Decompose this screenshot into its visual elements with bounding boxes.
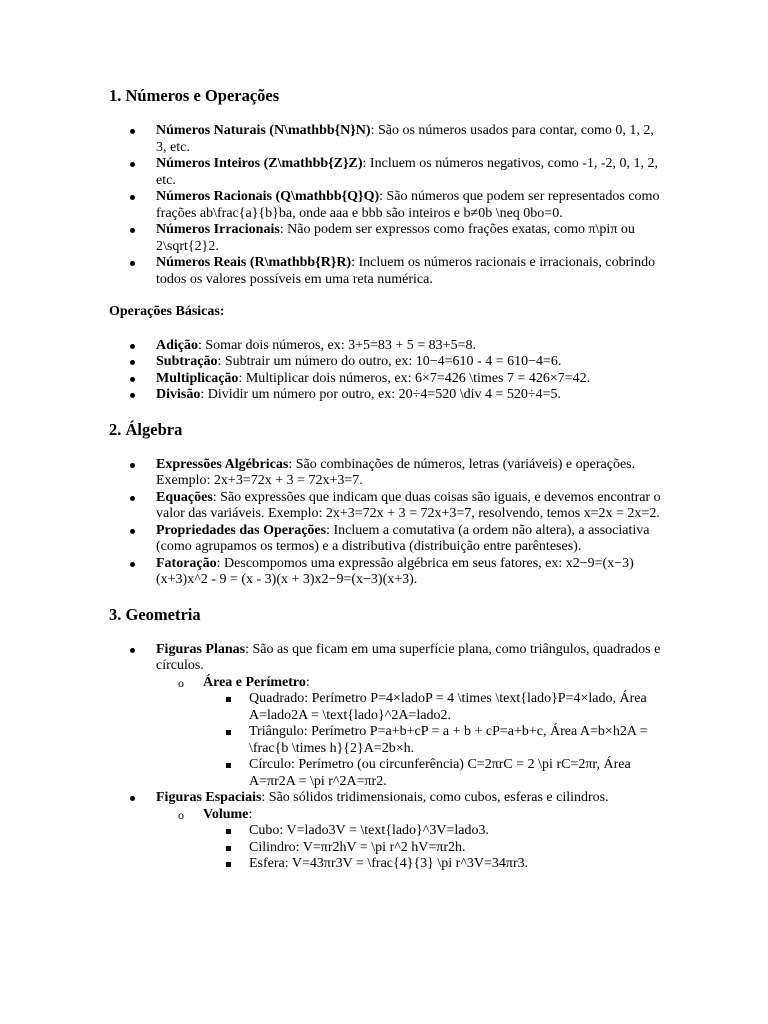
list-item — [109, 523, 665, 556]
formula-text: Cilindro: V=πr2hV = \pi r^2 hV=πr2h. — [249, 839, 466, 855]
list-item — [109, 222, 665, 255]
bullet-icon — [130, 162, 135, 167]
bullet-icon — [130, 562, 135, 567]
list-item — [109, 255, 665, 288]
item-text: : Descompomos uma expressão algébrica em seus fatores, ex: x2−9=(x−3)(x+3)x^2 - 9 = (x - 3)(x + 3)x2−9=(x−3)(x+3). — [156, 555, 634, 587]
square-bullet-icon — [226, 862, 231, 867]
formula-text: Esfera: V=43πr3V = \frac{4}{3} \pi r^3V=34πr3. — [249, 856, 529, 871]
bullet-icon — [130, 129, 135, 134]
bullet-icon — [130, 228, 135, 233]
item-term: Números Racionais (Q\mathbb{Q}Q) — [156, 189, 380, 204]
sublist-item — [156, 807, 665, 873]
list-item — [109, 189, 665, 222]
algebra-list — [109, 457, 665, 589]
item-text: : Incluem os números negativos, como -1, -2, 0, 1, 2, etc. — [156, 156, 659, 188]
item-text: : São números que podem ser representados como frações ab\frac{a}{b}ba, onde aaa e bbb são inteiros e b≠0b \neq 0bo=0. — [156, 189, 660, 221]
item-term: Expressões Algébricas — [156, 456, 289, 472]
formula-text: Cubo: V=lado3V = \text{lado}^3V=lado3. — [249, 823, 489, 838]
basic-operations-list — [109, 338, 665, 404]
sublist — [156, 675, 665, 791]
formula-item — [203, 724, 665, 757]
subitem-suffix: : — [305, 674, 310, 690]
section-3-heading: 3. Geometria — [109, 604, 201, 624]
section-2-heading: 2. Álgebra — [109, 419, 183, 439]
bullet-icon — [130, 796, 135, 801]
list-item — [109, 354, 665, 371]
basic-operations-subheading: Operações Básicas: — [109, 304, 225, 319]
subitem-suffix: : — [248, 806, 253, 822]
item-text: : São as que ficam em uma superfície plana, como triângulos, quadrados e círculos. — [156, 641, 661, 673]
square-bullet-icon — [226, 730, 231, 735]
bullet-icon — [130, 377, 135, 382]
item-term: Fatoração — [156, 555, 217, 571]
document-content — [109, 86, 665, 873]
item-term: Números Reais (R\mathbb{R}R) — [156, 255, 352, 270]
square-bullet-icon — [226, 697, 231, 702]
item-text: : São expressões que indicam que duas coisas são iguais, e devemos encontrar o valor das variáveis. Exemplo: 2x+3=72x + 3 = 72x+3=7, resolvendo, temos x=2x = 2x=2. — [156, 489, 661, 521]
bullet-icon — [130, 496, 135, 501]
subitem-term: Área e Perímetro — [203, 674, 306, 690]
item-text: : Incluem a comutativa (a ordem não altera), a associativa (como agrupamos os termos) e a distributiva (distribuição entre parênteses). — [156, 522, 650, 554]
circle-bullet-icon: o — [178, 675, 184, 690]
item-term: Subtração — [156, 354, 218, 369]
list-item — [109, 790, 665, 873]
formula-item — [203, 856, 665, 873]
square-bullet-icon — [226, 829, 231, 834]
item-text: : Subtrair um número do outro, ex: 10−4=610 - 4 = 610−4=6. — [217, 354, 562, 369]
item-term: Multiplicação — [156, 370, 239, 386]
item-term: Figuras Espaciais — [156, 790, 262, 805]
item-text: : São combinações de números, letras (variáveis) e operações. Exemplo: 2x+3=72x + 3 = 72x+3=7. — [156, 456, 636, 488]
item-text: : Somar dois números, ex: 3+5=83 + 5 = 83+5=8. — [198, 337, 476, 353]
number-sets-list — [109, 123, 665, 288]
list-item — [109, 156, 665, 189]
list-item — [109, 556, 665, 589]
item-text: : São os números usados para contar, como 0, 1, 2, 3, etc. — [156, 123, 654, 155]
list-item — [109, 371, 665, 388]
bullet-icon — [130, 360, 135, 365]
bullet-icon — [130, 195, 135, 200]
item-text: : Dividir um número por outro, ex: 20÷4=520 \div 4 = 520÷4=5. — [200, 387, 561, 402]
list-item — [109, 490, 665, 523]
item-text: : Multiplicar dois números, ex: 6×7=426 \times 7 = 426×7=42. — [238, 370, 591, 386]
item-term: Números Irracionais — [156, 222, 280, 237]
circle-bullet-icon: o — [178, 807, 184, 822]
bullet-icon — [130, 344, 135, 349]
formula-text: Quadrado: Perímetro P=4×ladoP = 4 \times \text{lado}P=4×lado, Área A=lado2A = \text{lado}^2A=lado2. — [249, 691, 647, 723]
item-text: : Não podem ser expressos como frações exatas, como π\piπ ou 2\sqrt{2}2. — [156, 222, 635, 254]
item-term: Divisão — [156, 387, 201, 402]
square-bullet-icon — [226, 846, 231, 851]
item-term: Propriedades das Operações — [156, 522, 327, 538]
section-1-heading: 1. Números e Operações — [109, 86, 280, 105]
formula-item — [203, 840, 665, 857]
sublist-item — [156, 675, 665, 791]
item-term: Figuras Planas — [156, 641, 246, 657]
item-text: : São sólidos tridimensionais, como cubos, esferas e cilindros. — [261, 790, 609, 805]
formula-text: Triângulo: Perímetro P=a+b+cP = a + b + cP=a+b+c, Área A=b×h2A = \frac{b \times h}{2}A=2b×h. — [249, 724, 648, 756]
item-term: Números Naturais (N\mathbb{N}N) — [156, 123, 371, 138]
list-item — [109, 338, 665, 355]
sublist — [156, 807, 665, 873]
item-term: Equações — [156, 489, 213, 505]
list-item — [109, 457, 665, 490]
list-item — [109, 387, 665, 404]
formula-list — [203, 823, 665, 873]
bullet-icon — [130, 463, 135, 468]
item-term: Adição — [156, 337, 198, 353]
bullet-icon — [130, 393, 135, 398]
bullet-icon — [130, 261, 135, 266]
item-term: Números Inteiros (Z\mathbb{Z}Z) — [156, 156, 363, 171]
list-item — [109, 123, 665, 156]
formula-item — [203, 757, 665, 790]
bullet-icon — [130, 529, 135, 534]
formula-text: Círculo: Perímetro (ou circunferência) C=2πrC = 2 \pi rC=2πr, Área A=πr2A = \pi r^2A=πr2. — [249, 757, 631, 789]
formula-item — [203, 691, 665, 724]
square-bullet-icon — [226, 763, 231, 768]
subitem-term: Volume — [203, 806, 249, 822]
formula-list — [203, 691, 665, 790]
bullet-icon — [130, 648, 135, 653]
list-item — [109, 642, 665, 791]
item-text: : Incluem os números racionais e irracionais, cobrindo todos os valores possíveis em uma reta numérica. — [156, 255, 656, 287]
geometry-list — [109, 642, 665, 873]
formula-item — [203, 823, 665, 840]
